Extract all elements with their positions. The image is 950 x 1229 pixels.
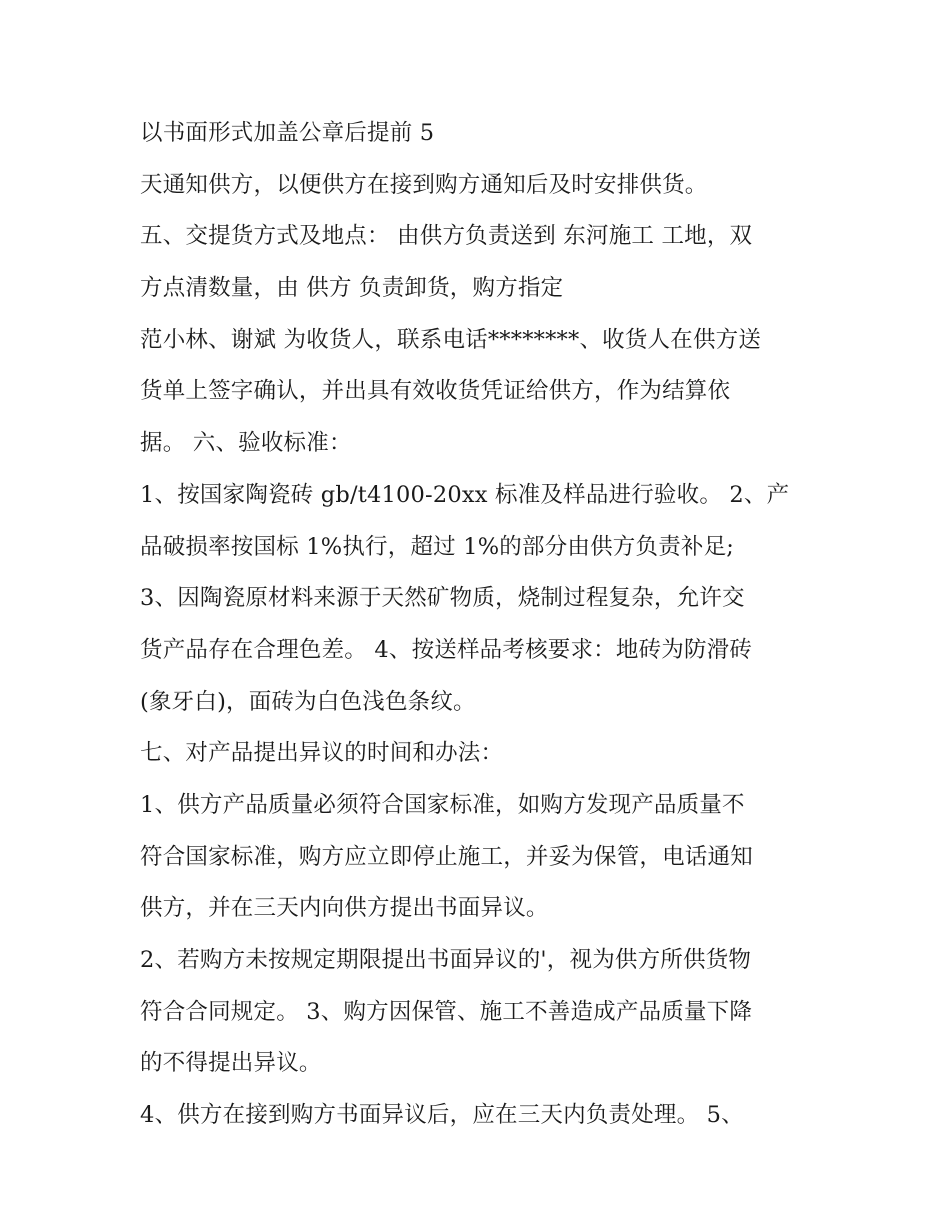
text-line: 七、对产品提出异议的时间和办法： xyxy=(140,740,504,767)
text-line: 1、供方产品质量必须符合国家标准，如购方发现产品质量不 xyxy=(140,791,745,818)
text-line: 2、若购方未按规定期限提出书面异议的'，视为供方所供货物 xyxy=(140,947,752,973)
text-line: 货产品存在合理色差。 4、按送样品考核要求：地砖为防滑砖 xyxy=(140,636,753,663)
text-line: 天通知供方，以便供方在接到购方通知后及时安排供货。 xyxy=(140,171,708,198)
text-line: 货单上签字确认，并出具有效收货凭证给供方，作为结算依 xyxy=(140,378,731,405)
text-line: 1、按国家陶瓷砖 gb/t4100-20xx 标准及样品进行验收。 2、产 xyxy=(140,481,790,508)
text-line: 4、供方在接到购方书面异议后，应在三天内负责处理。 5、 xyxy=(140,1102,744,1129)
text-line: 供方，并在三天内向供方提出书面异议。 xyxy=(140,895,549,922)
text-line: 五、交提货方式及地点： 由供方负责送到 东河施工 工地，双 xyxy=(140,223,753,250)
text-line: 符合国家标准，购方应立即停止施工，并妥为保管，电话通知 xyxy=(140,843,753,870)
document-body xyxy=(140,108,840,1142)
text-line: (象牙白)，面砖为白色浅色条纹。 xyxy=(140,688,476,715)
text-line: 据。 六、验收标准： xyxy=(140,430,352,457)
text-line: 符合合同规定。 3、购方因保管、施工不善造成产品质量下降 xyxy=(140,998,753,1025)
text-line: 3、因陶瓷原材料来源于天然矿物质，烧制过程复杂，允许交 xyxy=(140,585,745,612)
text-line: 范小林、谢斌 为收货人，联系电话********、收货人在供方送 xyxy=(140,326,762,353)
text-line: 品破损率按国标 1%执行，超过 1%的部分由供方负责补足; xyxy=(140,533,735,560)
text-line: 的不得提出异议。 xyxy=(140,1050,322,1077)
text-line: 方点清数量，由 供方 负责卸货，购方指定 xyxy=(140,275,564,302)
text-line: 以书面形式加盖公章后提前 5 xyxy=(140,120,435,146)
